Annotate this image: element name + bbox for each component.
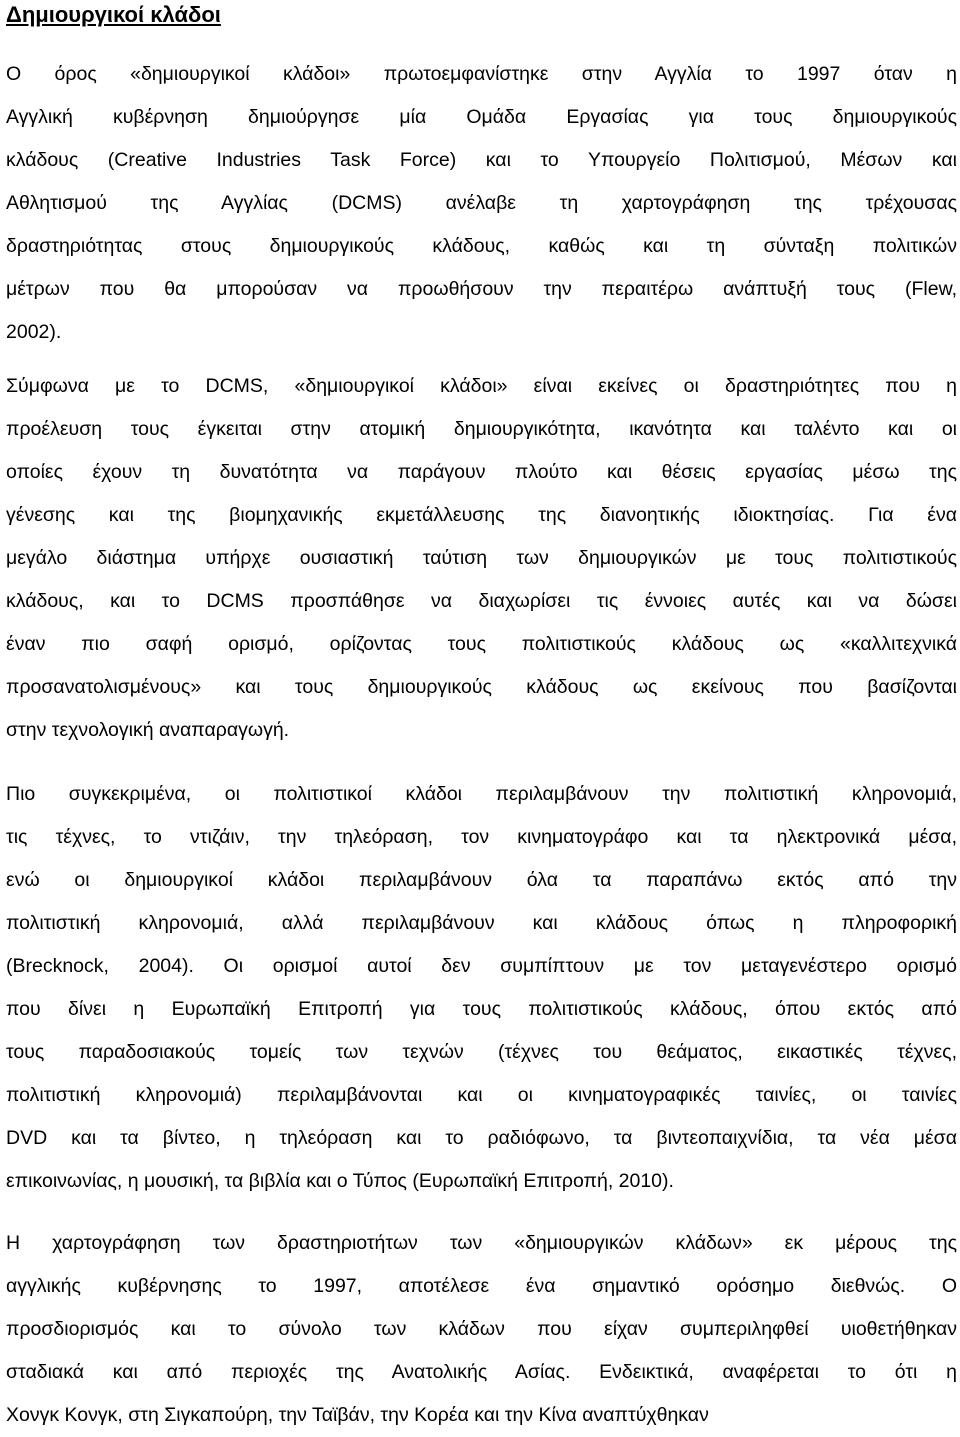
paragraph-line: οποίες έχουν τη δυνατότητα να παράγουν πλούτο και θέσεις εργασίας μέσω της: [6, 461, 957, 483]
paragraph-line: Η χαρτογράφηση των δραστηριοτήτων των «δημιουργικών κλάδων» εκ μέρους της: [6, 1232, 957, 1254]
paragraph-line: δραστηριότητας στους δημιουργικούς κλάδους, καθώς και τη σύνταξη πολιτικών: [6, 235, 957, 257]
paragraph-line: Αγγλική κυβέρνηση δημιούργησε μία Ομάδα Εργασίας για τους δημιουργικούς: [6, 106, 957, 128]
paragraph-line: προσδιορισμός και το σύνολο των κλάδων που είχαν συμπεριληφθεί υιοθετήθηκαν: [6, 1318, 957, 1340]
paragraph-line: προσανατολισμένους» και τους δημιουργικούς κλάδους ως εκείνους που βασίζονται: [6, 676, 957, 698]
paragraph-line: έναν πιο σαφή ορισμό, ορίζοντας τους πολιτιστικούς κλάδους ως «καλλιτεχνικά: [6, 633, 957, 655]
paragraph-line: πολιτιστική κληρονομιά, αλλά περιλαμβάνουν και κλάδους όπως η πληροφορική: [6, 912, 957, 934]
paragraph-line: (Brecknock, 2004). Οι ορισμοί αυτοί δεν συμπίπτουν με τον μεταγενέστερο ορισμό: [6, 955, 957, 977]
paragraph-4: [6, 1222, 957, 1437]
paragraph-line: τους παραδοσιακούς τομείς των τεχνών (τέχνες του θεάματος, εικαστικές τέχνες,: [6, 1041, 957, 1063]
paragraph-line: προέλευση τους έγκειται στην ατομική δημιουργικότητα, ικανότητα και ταλέντο και οι: [6, 418, 957, 440]
paragraph-line: αγγλικής κυβέρνησης το 1997, αποτέλεσε ένα σημαντικό ορόσημο διεθνώς. Ο: [6, 1275, 957, 1297]
paragraph-line: ενώ οι δημιουργικοί κλάδοι περιλαμβάνουν όλα τα παραπάνω εκτός από την: [6, 869, 957, 891]
paragraph-line: σταδιακά και από περιοχές της Ανατολικής Ασίας. Ενδεικτικά, αναφέρεται το ότι η: [6, 1361, 957, 1383]
paragraph-line: Αθλητισμού της Αγγλίας (DCMS) ανέλαβε τη χαρτογράφηση της τρέχουσας: [6, 192, 957, 214]
paragraph-1: [6, 53, 957, 354]
paragraph-line: Πιο συγκεκριμένα, οι πολιτιστικοί κλάδοι περιλαμβάνουν την πολιτιστική κληρονομιά,: [6, 783, 957, 805]
paragraph-line: πολιτιστική κληρονομιά) περιλαμβάνονται και οι κινηματογραφικές ταινίες, οι ταινίες: [6, 1084, 957, 1106]
section-heading: Δημιουργικοί κλάδοι: [6, 2, 221, 27]
paragraph-line: DVD και τα βίντεο, η τηλεόραση και το ραδιόφωνο, τα βιντεοπαιχνίδια, τα νέα μέσα: [6, 1127, 957, 1149]
paragraph-line: τις τέχνες, το ντιζάιν, την τηλεόραση, τον κινηματογράφο και τα ηλεκτρονικά μέσα,: [6, 826, 957, 848]
paragraph-line: Ο όρος «δημιουργικοί κλάδοι» πρωτοεμφανίστηκε στην Αγγλία το 1997 όταν η: [6, 63, 957, 85]
paragraph-line: κλάδους, και το DCMS προσπάθησε να διαχωρίσει τις έννοιες αυτές και να δώσει: [6, 590, 957, 612]
paragraph-line: 2002).: [6, 321, 62, 343]
paragraph-line: κλάδους (Creative Industries Task Force) και το Υπουργείο Πολιτισμού, Μέσων και: [6, 149, 957, 171]
paragraph-line: στην τεχνολογική αναπαραγωγή.: [6, 719, 290, 741]
paragraph-line: επικοινωνίας, η μουσική, τα βιβλία και ο Τύπος (Ευρωπαϊκή Επιτροπή, 2010).: [6, 1170, 674, 1192]
paragraph-line: Σύμφωνα με το DCMS, «δημιουργικοί κλάδοι» είναι εκείνες οι δραστηριότητες που η: [6, 375, 957, 397]
paragraph-line: μέτρων που θα μπορούσαν να προωθήσουν την περαιτέρω ανάπτυξή τους (Flew,: [6, 278, 957, 300]
paragraph-3: [6, 773, 957, 1203]
paragraph-line: γένεσης και της βιομηχανικής εκμετάλλευσης της διανοητικής ιδιοκτησίας. Για ένα: [6, 504, 957, 526]
paragraph-line: μεγάλο διάστημα υπήρχε ουσιαστική ταύτιση των δημιουργικών με τους πολιτιστικούς: [6, 547, 957, 569]
paragraph-line: Χονγκ Κονγκ, στη Σιγκαπούρη, την Ταϊβάν, την Κορέα και την Κίνα αναπτύχθηκαν: [6, 1404, 709, 1426]
paragraph-line: που δίνει η Ευρωπαϊκή Επιτροπή για τους πολιτιστικούς κλάδους, όπου εκτός από: [6, 998, 957, 1020]
paragraph-2: [6, 365, 957, 752]
